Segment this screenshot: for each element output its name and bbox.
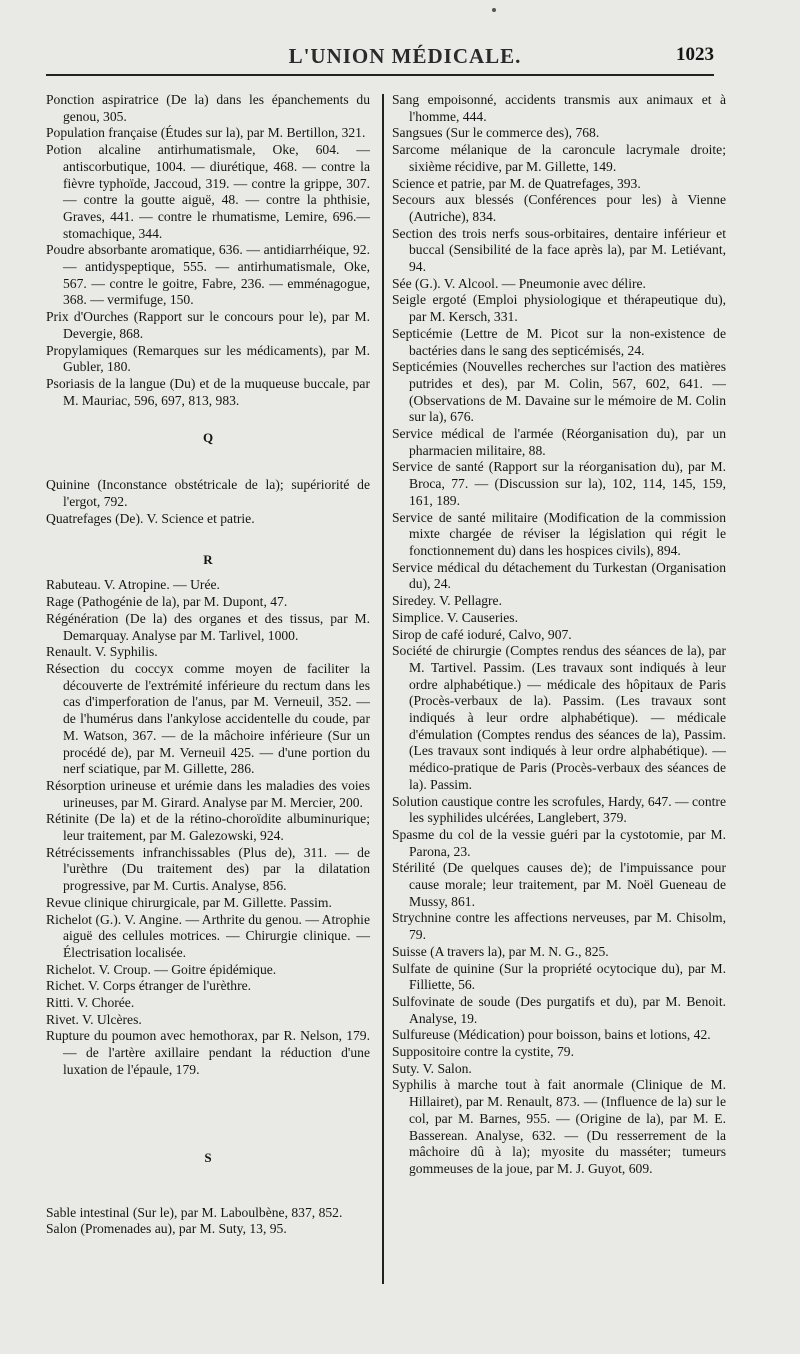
p-section (46, 92, 370, 409)
index-entry: Secours aux blessés (Conférences pour les) à Vienne (Autriche), 834. (392, 192, 726, 224)
index-entry: Quinine (Inconstance obstétricale de la); supériorité de l'ergot, 792. (46, 477, 370, 510)
index-entry: Richelot (G.). V. Angine. — Arthrite du genou. — Atrophie aiguë des cellules motrices. — Chirurgie clinique. — Électrisation localisée. (46, 911, 370, 960)
index-entry: Seigle ergoté (Emploi physiologique et thérapeutique du), par M. Kersch, 331. (392, 292, 726, 325)
index-entry: Stérilité (De quelques causes de); de l'impuissance pour cause morale; leur traitement, par M. Noël Gueneau de Mussy, 861. (392, 860, 726, 909)
index-entry: Sirop de café ioduré, Calvo, 907. (392, 626, 572, 642)
index-entry: Suppositoire contre la cystite, 79. (392, 1044, 574, 1060)
index-entry: Régénération (De la) des organes et des tissus, par M. Demarquay. Analyse par M. Tarlivel, 1000. (46, 610, 370, 643)
index-entry: Siredey. V. Pellagre. (392, 593, 502, 609)
index-entry: Poudre absorbante aromatique, 636. — antidiarrhéique, 92. — antidyspeptique, 555. — antirhumatismale, Oke, 567. — contre le goitre, Fabre, 236. — emménagogue, 368. — vermifuge, 150. (46, 242, 370, 308)
q-section (46, 477, 370, 527)
index-entry: Rupture du poumon avec hemothorax, par R. Nelson, 179. — de l'artère axillaire pendant la réduction d'une luxation de l'épaule, 179. (46, 1028, 370, 1077)
page-number: 1023 (676, 44, 714, 65)
r-section (46, 577, 370, 1078)
index-entry: Résection du coccyx comme moyen de faciliter la découverte de l'extrémité inférieure du rectum dans les cas d'imperforation de l'anus, par M. Verneuil, 352. — de l'humérus dans l'ankylose accidentelle du coude, par M. Watson, 367. — de la mâchoire inférieure (Sur un procédé de), par M. Verneuil 425. — d'une portion du nerf sciatique, par M. Gillette, 286. (46, 660, 370, 777)
index-entry: Ritti. V. Chorée. (46, 995, 135, 1011)
index-entry: Rétinite (De la) et de la rétino-choroïdite albuminurique; leur traitement, par M. Galezowski, 924. (46, 811, 370, 844)
header-rule (46, 74, 714, 76)
running-header-title: L'UNION MÉDICALE. (288, 44, 522, 68)
index-entry: Rivet. V. Ulcères. (46, 1011, 142, 1027)
index-entry: Population française (Études sur la), par M. Bertillon, 321. (46, 125, 366, 141)
index-entry: Société de chirurgie (Comptes rendus des séances de la), par M. Tartivel. Passim. (Les travaux sont indiqués à leur ordre alphabétique.) — médicale des hôpitaux de Paris (Procès-verbaux de la). Passim. (Les travaux sont indiqués à leur ordre alphabétique). — médicale d'émulation (Comptes rendus des séances de la), Passim. (Les travaux sont indiqués à leur ordre alphabétique). — médico-pratique de Paris (Procès-verbaux des séances de la). Passim. (392, 643, 726, 792)
index-entry: Service de santé militaire (Modification de la commission mixte chargée de réviser la législation qui régit le fonctionnement du) dans les hospices civils), 894. (392, 509, 726, 558)
column-divider (382, 94, 384, 1284)
index-entry: Simplice. V. Causeries. (392, 609, 518, 625)
index-entry: Rabuteau. V. Atropine. — Urée. (46, 577, 220, 593)
print-speck (492, 8, 496, 12)
index-entry: Prix d'Ourches (Rapport sur le concours pour le), par M. Devergie, 868. (46, 309, 370, 341)
index-entry: Service médical de l'armée (Réorganisation du), par un pharmacien militaire, 88. (392, 426, 726, 458)
index-entry: Service de santé (Rapport sur la réorganisation du), par M. Broca, 77. — (Discussion sur la), 102, 114, 145, 159, 161, 189. (392, 459, 726, 508)
index-entry: Science et patrie, par M. de Quatrefages, 393. (392, 175, 641, 191)
section-letter-r: R (203, 552, 213, 568)
index-entry: Richelot. V. Croup. — Goitre épidémique. (46, 961, 277, 977)
index-entry: Sée (G.). V. Alcool. — Pneumonie avec délire. (392, 275, 646, 291)
index-entry: Spasme du col de la vessie guéri par la cystotomie, par M. Parona, 23. (392, 826, 726, 859)
index-entry: Propylamiques (Remarques sur les médicaments), par M. Gubler, 180. (46, 342, 370, 375)
section-letter-q: Q (202, 430, 214, 446)
index-entry: Suisse (A travers la), par M. N. G., 825. (392, 943, 609, 959)
index-entry: Service médical du détachement du Turkestan (Organisation du), 24. (392, 559, 726, 592)
index-entry: Revue clinique chirurgicale, par M. Gillette. Passim. (46, 894, 332, 910)
index-entry: Sang empoisonné, accidents transmis aux animaux et à l'homme, 444. (392, 92, 726, 124)
index-entry: Sangsues (Sur le commerce des), 768. (392, 125, 600, 141)
index-entry: Résorption urineuse et urémie dans les maladies des voies urineuses, par M. Girard. Analyse par M. Mercier, 200. (46, 777, 370, 810)
index-entry: Salon (Promenades au), par M. Suty, 13, 95. (46, 1221, 287, 1237)
s-section (46, 1205, 370, 1238)
index-entry: Psoriasis de la langue (Du) et de la muqueuse buccale, par M. Mauriac, 596, 697, 813, 983. (46, 375, 370, 408)
index-entry: Quatrefages (De). V. Science et patrie. (46, 510, 255, 526)
index-entry: Ponction aspiratrice (De la) dans les épanchements du genou, 305. (46, 92, 370, 124)
section-letter-s: S (204, 1149, 212, 1165)
index-entry: Solution caustique contre les scrofules, Hardy, 647. — contre les syphilides ulcérées, Langlebert, 379. (392, 793, 726, 826)
index-entry: Strychnine contre les affections nerveuses, par M. Chisolm, 79. (392, 910, 726, 943)
index-entry: Potion alcaline antirhumatismale, Oke, 604. — antiscorbutique, 1004. — diurétique, 468. — contre la fièvre typhoïde, Jaccoud, 319. — contre la grippe, 307. — contre la goutte aiguë, 48. — contre la phthisie, Graves, 441. — contre le rhumatisme, Lemire, 696.—stomachique, 344. (46, 142, 370, 241)
index-entry: Septicémie (Lettre de M. Picot sur la non-existence de bactéries dans le sang des septicémisés, 24. (392, 325, 726, 358)
index-entry: Richet. V. Corps étranger de l'urèthre. (46, 978, 252, 994)
index-entry: Septicémies (Nouvelles recherches sur l'action des matières putrides et des), par M. Colin, 567, 602, 641. — (Observations de M. Davaine sur le mémoire de M. Colin sur la), 676. (392, 359, 726, 425)
index-entry: Sulfureuse (Médication) pour boisson, bains et lotions, 42. (392, 1027, 711, 1043)
index-entry: Rétrécissements infranchissables (Plus de), 311. — de l'urèthre (Du traitement des) par la dilatation progressive, par M. Curtis. Analyse, 856. (46, 844, 370, 894)
index-entry: Sable intestinal (Sur le), par M. Laboulbène, 837, 852. (46, 1204, 343, 1220)
index-entry: Sulfate de quinine (Sur la propriété ocytocique du), par M. Filliette, 56. (392, 960, 726, 993)
index-entry: Sulfovinate de soude (Des purgatifs et du), par M. Benoit. Analyse, 19. (392, 993, 726, 1026)
index-entry: Syphilis à marche tout à fait anormale (Clinique de M. Hillairet), par M. Renault, 873. — (Influence de la) sur le col, par M. Barnes, 955. — (Origine de la), par M. E. Basserean. Analyse, 632. — (Du resserrement de la mâchoire dû à la); myosite du masséter; tumeurs gommeuses de la joue, par M. J. Guyot, 609. (392, 1077, 726, 1176)
index-entry: Sarcome mélanique de la caroncule lacrymale droite; sixième récidive, par M. Gillette, 149. (392, 142, 726, 174)
index-entry: Renault. V. Syphilis. (46, 644, 158, 660)
right-column (392, 92, 726, 1178)
index-entry: Rage (Pathogénie de la), par M. Dupont, 47. (46, 594, 288, 610)
index-entry: Suty. V. Salon. (392, 1060, 472, 1076)
left-column (46, 92, 370, 1238)
index-entry: Section des trois nerfs sous-orbitaires, dentaire inférieur et buccal (Sensibilité de la face après la), par M. Letiévant, 94. (392, 225, 726, 275)
